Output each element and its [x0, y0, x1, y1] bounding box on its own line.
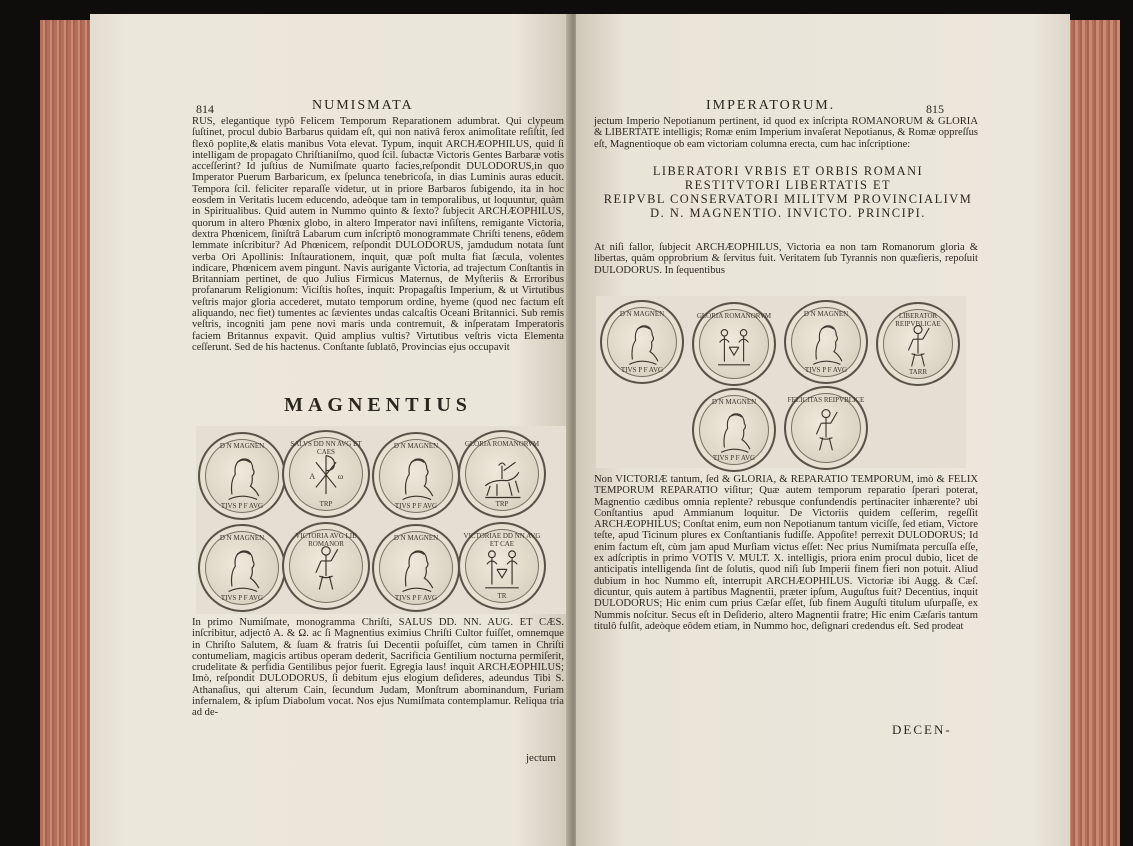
running-head: IMPERATORUM. [706, 98, 836, 113]
coin-exergue: TR [497, 592, 507, 600]
coin-legend: D N MAGNEN [393, 442, 439, 450]
coin-legend: D N MAGNEN [711, 398, 757, 406]
coin-legend: LIBERATOR REIPVBLICAE [895, 312, 941, 328]
coin [784, 300, 868, 384]
paragraph-text: At niſi fallor, ſubjecit ARCHÆOPHILUS, Victoria ea non tam Romanorum gloria & libertas, quàm opprobrium & ſervitus fuit. Veritatem ſub Tyrannis non quæſieris, repoſuit DULODORUS. In ſequentibus [594, 242, 978, 276]
coin-exergue: TARR [908, 368, 928, 376]
coin-legend: D N MAGNEN [619, 310, 665, 318]
coin-legend: D N MAGNEN [803, 310, 849, 318]
coin-legend: FELICITAS REIPVBLICE [787, 396, 865, 404]
paragraph [192, 116, 564, 353]
coin-exergue: TIVS P F AVG [712, 454, 756, 462]
coin-exergue: TIVS P F AVG [394, 594, 438, 602]
paragraph [594, 242, 978, 276]
inscription-line: LIBERATORI VRBIS ET ORBIS ROMANI [652, 164, 924, 178]
paragraph-text: RUS, elegantique typô Felicem Temporum Reparationem adumbrat. Qui clypeum ſuſtinet, procul dubio Barbarus quidam eſt, qui non nativâ ferox animoſitate reſiſtit, ſed flexô poplite,& elatis manibus Vota elevat. Typum, inquit ARCHÆOPHILUS, quid ſi intelligam de propagato Chriſtianiſmo, quod ſcil. ſubactæ Victoris Gentes Barbaræ votis acceſſerint? Id juſtius de Numiſmate quarto facies,reſpondit DULODORUS,in quo Imperator Puerum Barbaricum, ex ſpelunca tenebricoſa, in dias Luminis auras educit. Tempora ſcil. feliciter reparaſſe videtur, ut in priore Barbaros ſubigendo, ita in hoc eosdem in Veritatis lucem educendo, adeòque tam in temporalibus, ut loquuntur, quàm in Spiritualibus. Quid autem in Nummo quinto & ſexto? ſubjecit ARCHÆOPHILUS, quorum in altero Phœnix globo, in altero Imperator navi inſiſtens, remigante Victoria, dextra Phœnicem, ſiniſtrâ Labarum cum inſcriptô monogrammate Chriſti tenens, eôdem lemmate inſcribitur? Ad Phœnicem, reſpondit DULODORUS, jamdudum notata ſunt verba Ori Apollinis: Inſtaurationem, inquit, quæ poſt multa fiat ſæcula, volentes indicare, Phœnicem avem pingunt. Navis aurigante Victoria, ad trajectum Conſtantis in Britanniam pertinet, de quo Julius Firmicus Maternus, de Myſteriis & Erroribus profanarum Religionum: Viciſtis hoſtes, inquit: Propagaſtis Imperium, & ut Virtutibus veſtris major gloria accederet, mutato temporum ordine, hyeme (quod nec factum eſt aliquando, nec fiet) tumentes ac ſævientes undas calcaſtis Oceani Britannici. Sub remis veſtris, incogniti jam pene novi maris unda contremuit, & inſperatam Imperatoris faciem Britannus expavit. Quid amplius vultis? Virtutibus veſtris victa Elementa ceſſerunt. Sed de his hactenus. Conſtante ſublatô, Provincias ejus occupavit [192, 116, 564, 353]
paragraph-text: Non VICTORIÆ tantum, ſed & GLORIA, & REPARATIO TEMPORUM, imò & FELIX TEMPORUM REPARATIO viſitur; Quæ autem temporum reparatio ſperari poterat, Magnentio cædibus omnia replente? rebusque confundendis pertinaciter inhærente? ubi Conſtantius apud Ammianum loquitur. De Victoriis quidem ceſſerim, regeſſit ARCHÆOPHILUS; Conſtat enim, eum non Nepotianum tantum viciſſe, ſed etiam, Victore teſte, apud Ticinum plures ex Conſtantianis fudiſſe. Appoſite! perrexit DULODORUS; Id enim factum eſt, cùm jam apud Murſiam victus eſſet: Nec prius Numiſmata percuſſa eſſe, ex adſcriptis in primo VOTIS V. MULT. X. intelligis, priora enim procul dubio, licet de anticipatis intelligenda ſint de ſolutis, quod niſi ſub Imperii finem fieri non potuit. Aliud dubium in hoc Nummo eſt, interrupit ARCHÆOPHILUS. Victoriæ ibi Augg. & Cæſ. dicuntur, quis autem à partibus Magnentii, præter ipſum, Auguſtus fuit? Decentius, inquit DULODORUS; Hic enim cum prius Cæſar eſſet, ſub finem Auguſti titulum uſurpaſſe, ex Nummis noſcitur. Secus eſt in Deſiderio, altero Magnentii fratre; Hic enim Cæſaris tantum titulô fulſit, adeòque eôdem etiam, in Nummo hoc, deſignari credendus eſt. Sed prodeat [594, 474, 978, 632]
right-page-edges [1068, 20, 1120, 846]
coin-plate [196, 426, 566, 614]
coin [198, 432, 286, 520]
inscription-line: RESTITVTORI LIBERTATIS ET [684, 178, 892, 192]
paragraph [594, 116, 978, 150]
left-page [90, 14, 572, 846]
coin-legend: GLORIA ROMANORVM [464, 440, 540, 448]
paragraph [192, 617, 564, 719]
left-page-edges [40, 20, 92, 846]
coin [458, 430, 546, 518]
coin [372, 524, 460, 612]
coin-plate [596, 296, 966, 468]
paragraph-text: jectum Imperio Nepotianum pertinent, id quod ex inſcripta ROMANORUM & GLORIA & LIBERTATE intelligis; Romæ enim Imperium invaſerat Nepotianus, & Romæ oppreſſus eſt, Magnentioque ob eam victoriam columna erecta, cum hac inſcriptione: [594, 116, 978, 150]
coin-legend: VICTORIAE DD NN AVG ET CAE [463, 532, 541, 548]
inscription-line: D. N. MAGNENTIO. INVICTO. PRINCIPI. [650, 206, 926, 220]
column-inscription [592, 164, 984, 220]
coin [372, 432, 460, 520]
page-number: 814 [196, 102, 214, 116]
coin-exergue: TIVS P F AVG [220, 502, 264, 510]
svg-text:A: A [309, 472, 316, 482]
coin [282, 430, 370, 518]
coin-legend: SALVS DD NN AVG ET CAES [290, 440, 362, 456]
coin-exergue: TIVS P F AVG [620, 366, 664, 374]
right-page [576, 14, 1070, 846]
coin-legend: GLORIA ROMANORVM [696, 312, 772, 320]
coin-legend: D N MAGNEN [219, 534, 265, 542]
inscription-line: REIPVBL CONSERVATORI MILITVM PROVINCIALIVM [603, 192, 973, 206]
coin [692, 302, 776, 386]
paragraph [594, 474, 978, 632]
coin [282, 522, 370, 610]
coin [692, 388, 776, 472]
coin-exergue: TIVS P F AVG [394, 502, 438, 510]
catchword: jectum [526, 752, 556, 764]
coin [458, 522, 546, 610]
coin-legend: VICTORIA AVG LIB ROMANOR [295, 532, 357, 548]
coin [600, 300, 684, 384]
paragraph-text: In primo Numiſmate, monogramma Chriſti, SALUS DD. NN. AUG. ET CÆS. inſcribitur, adjectô A. & Ω. ac ſi Magnentius eximius Chriſti Cultor fuiſſet, omnemque in Chriſto Salutem, & ſuam & fratris ſui Decentii poſuiſſet, cùm tamen in Chriſti contumeliam, magicis artibus operam dederit, Sacrificia Gentilium nocturna permiſerit, crudelitate & perfidia Gentilibus pejor fuerit. Egregia laus! inquit ARCHÆOPHILUS; Imò, reſpondit DULODORUS, ſi debitum ejus elogium deſideres, adeundus Tibi S. Athanaſius, qui alterum Cain, ſecundum Judam, Monſtrum abominandum, Furiam infernalem, & ipſum Diabolum vocat. Nos ejus Numiſmata contemplamur. Reliqua tria ad de- [192, 617, 564, 719]
svg-text:ω: ω [337, 472, 344, 482]
catchword: DECEN- [892, 722, 952, 737]
page-number: 815 [926, 102, 944, 116]
coin-legend: D N MAGNEN [219, 442, 265, 450]
coin-exergue: TIVS P F AVG [804, 366, 848, 374]
running-head: NUMISMATA [312, 98, 414, 113]
coin [198, 524, 286, 612]
section-heading: MAGNENTIUS [284, 394, 472, 416]
coin-exergue: TRP [495, 500, 509, 508]
coin [876, 302, 960, 386]
coin-legend: D N MAGNEN [393, 534, 439, 542]
coin-exergue: TRP [319, 500, 333, 508]
coin [784, 386, 868, 470]
coin-exergue: TIVS P F AVG [220, 594, 264, 602]
